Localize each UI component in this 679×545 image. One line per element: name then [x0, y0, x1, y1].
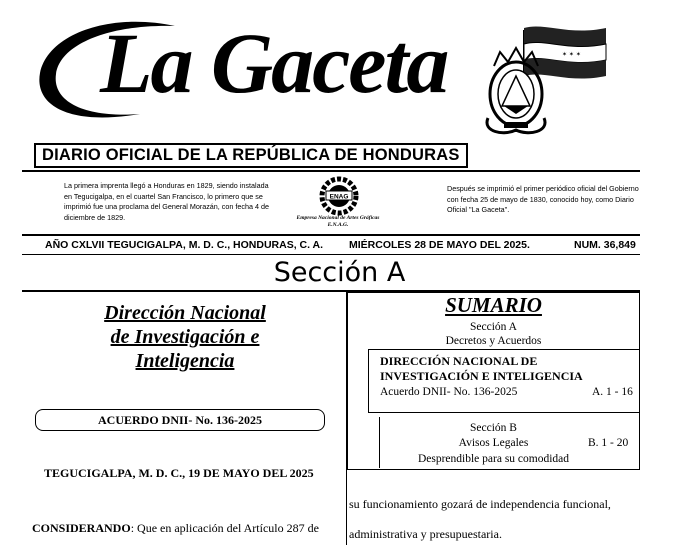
- sumario-title: SUMARIO: [445, 293, 542, 317]
- issue-date: MIÉRCOLES 28 DE MAYO DEL 2025.: [349, 239, 530, 251]
- info-bar-top-rule: [22, 234, 640, 236]
- issuer-heading: Dirección Nacional de Investigación e Inteligencia: [104, 302, 266, 372]
- svg-text:ENAG: ENAG: [329, 193, 349, 201]
- history-note-left: La primera imprenta llegó a Honduras en 1829, siendo instalada en Tegucigalpa, en el cuartel San Francisco, lo primero que se imprimió fue una proclama del General Morazán, con fecha 4 de diciembre de 1829.: [64, 181, 269, 222]
- sumario-entry-agreement: Acuerdo DNII- No. 136-2025: [380, 386, 518, 398]
- enag-logo-icon: [317, 176, 361, 216]
- issue-info-bar: [22, 237, 640, 253]
- masthead-divider: [22, 170, 640, 172]
- agreement-number-box: ACUERDO DNII- No. 136-2025: [35, 409, 325, 431]
- sumario-section-a-subtitle: Decretos y Acuerdos: [445, 335, 542, 347]
- issue-number: NUM. 36,849: [574, 239, 636, 251]
- considerando-paragraph: [32, 521, 319, 536]
- section-title: Sección A: [273, 257, 406, 288]
- sumario-entry-pages: A. 1 - 16: [592, 386, 633, 398]
- agreement-city-date: TEGUCIGALPA, M. D. C., 19 DE MAYO DEL 2025: [44, 466, 314, 480]
- masthead-title: La Gaceta: [100, 15, 448, 111]
- sumario-section-b: Sección B: [470, 422, 517, 434]
- honduras-coat-of-arms-icon: [474, 22, 614, 142]
- enag-caption: Empresa Nacional de Artes Gráficas E.N.A.G.: [296, 215, 380, 228]
- considerando-label: CONSIDERANDO: [32, 521, 131, 535]
- sumario-section-b-subtitle: Avisos Legales: [458, 437, 529, 449]
- sumario-section-b-pages: B. 1 - 20: [588, 437, 629, 449]
- masthead-subtitle: DIARIO OFICIAL DE LA REPÚBLICA DE HONDURAS: [34, 143, 468, 168]
- body-text-line: su funcionamiento gozará de independencia funcional,: [349, 497, 611, 511]
- sumario-section-b-note: Desprendible para su comodidad: [417, 453, 570, 465]
- body-text-line: administrativa y presupuestaria.: [349, 527, 502, 541]
- sumario-entry-heading: DIRECCIÓN NACIONAL DE INVESTIGACIÓN E INTELIGENCIA: [380, 354, 583, 383]
- sumario-section-a: Sección A: [470, 321, 517, 333]
- issue-year-city: AÑO CXLVII TEGUCIGALPA, M. D. C., HONDURAS, C. A.: [45, 239, 324, 251]
- svg-text:✶ ✶ ✶: ✶ ✶ ✶: [562, 51, 581, 58]
- info-bar-bottom-rule: [22, 254, 640, 255]
- considerando-text: : Que en aplicación del Artículo 287 de: [130, 521, 319, 535]
- history-note-right: Después se imprimió el primer periódico oficial del Gobierno con fecha 25 de mayo de 1830, conocido hoy, como Diario Oficial "La Gaceta".: [447, 184, 639, 214]
